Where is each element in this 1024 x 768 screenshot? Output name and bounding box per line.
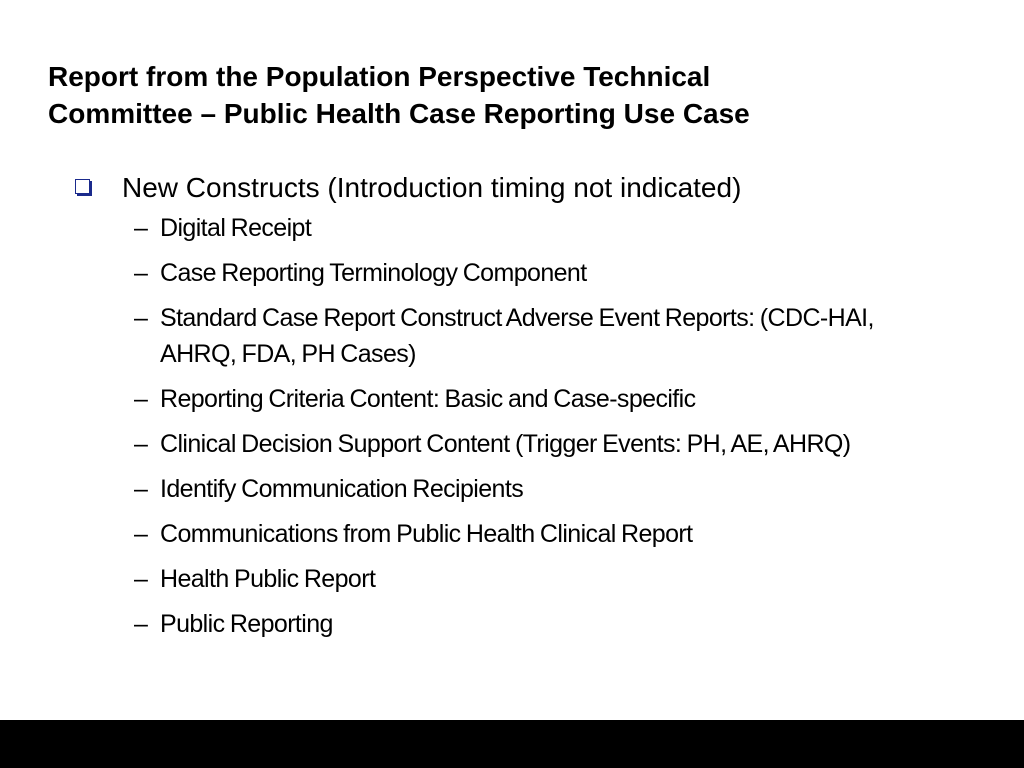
- list-item-text: Identify Communication Recipients: [160, 475, 524, 503]
- slide-title: [48, 58, 988, 132]
- dash-bullet: –: [134, 520, 148, 548]
- dash-bullet: –: [134, 475, 148, 503]
- list-item-text: Reporting Criteria Content: Basic and Case-specific: [160, 385, 696, 413]
- dash-bullet: –: [134, 214, 148, 242]
- list-item: [72, 606, 992, 642]
- dash-bullet: –: [134, 304, 148, 332]
- list-item: [72, 300, 992, 372]
- hollow-square-bullet-icon: [75, 179, 90, 194]
- list-item-text: Standard Case Report Construct Adverse Event Reports: (CDC-HAI, AHRQ, FDA, PH Cases): [160, 304, 874, 368]
- list-item: [72, 210, 992, 246]
- main-bullet-text: New Constructs (Introduction timing not indicated): [122, 172, 742, 203]
- dash-bullet: –: [134, 430, 148, 458]
- list-item: [72, 426, 992, 462]
- dash-bullet: –: [134, 385, 148, 413]
- dash-bullet: –: [134, 565, 148, 593]
- list-item-text: Digital Receipt: [160, 214, 312, 242]
- list-item: [72, 381, 992, 417]
- list-item: [72, 561, 992, 597]
- list-item-text: Health Public Report: [160, 565, 376, 593]
- list-item-text: Public Reporting: [160, 610, 333, 638]
- slide-title-line-2: Committee – Public Health Case Reporting Use Case: [48, 98, 750, 129]
- list-item-text: Clinical Decision Support Content (Trigger Events: PH, AE, AHRQ): [160, 430, 851, 458]
- slide-title-line-1: Report from the Population Perspective Technical: [48, 61, 711, 92]
- list-item-text: Communications from Public Health Clinical Report: [160, 520, 693, 548]
- footer-bar: [0, 720, 1024, 768]
- slide-content: [72, 168, 992, 651]
- list-item: [72, 516, 992, 552]
- dash-bullet: –: [134, 259, 148, 287]
- dash-bullet: –: [134, 610, 148, 638]
- list-item: [72, 255, 992, 291]
- list-item-text: Case Reporting Terminology Component: [160, 259, 587, 287]
- sub-bullet-list: [72, 210, 992, 642]
- list-item: [72, 471, 992, 507]
- main-bullet-item: [72, 168, 992, 208]
